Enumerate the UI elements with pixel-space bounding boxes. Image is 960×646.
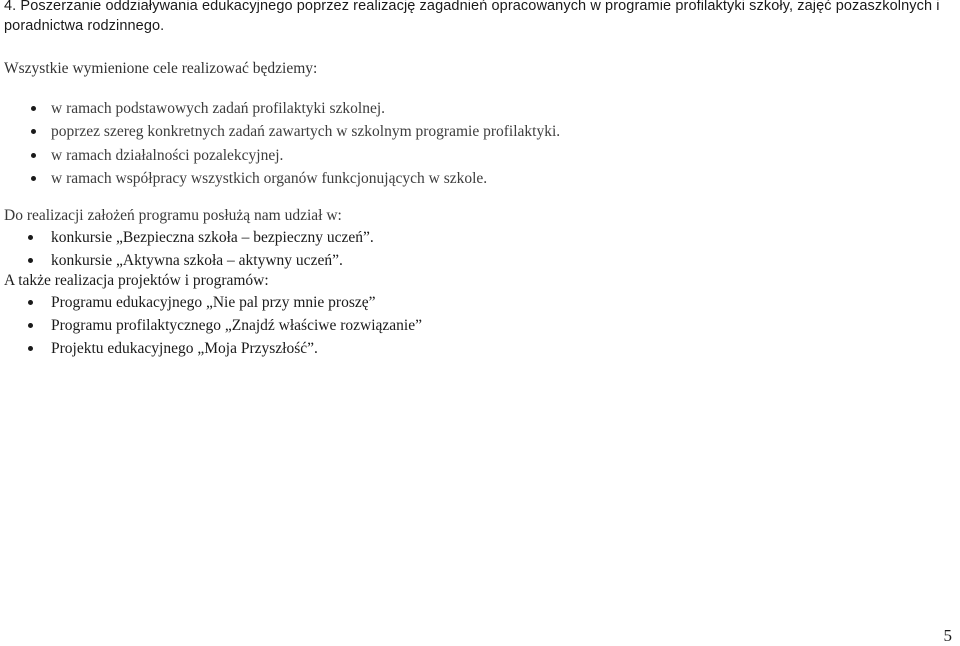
goals-lead: Wszystkie wymienione cele realizować będziemy: <box>4 60 318 77</box>
section-heading <box>4 0 940 36</box>
contests-list <box>0 226 374 272</box>
goals-list <box>0 97 560 190</box>
page-number: 5 <box>943 626 952 645</box>
section-heading-line-1: 4. Poszerzanie oddziaływania edukacyjnego poprzez realizację zagadnień opracowanych w programie profilaktyki szkoły, zajęć pozaszkolnych i <box>4 0 940 14</box>
list-item: Programu profilaktycznego „Znajdź właściwe rozwiązanie” <box>0 314 422 337</box>
contests-lead: Do realizacji założeń programu posłużą nam udział w: <box>4 207 342 224</box>
list-item: Programu edukacyjnego „Nie pal przy mnie proszę” <box>0 291 422 314</box>
section-heading-line-2: poradnictwa rodzinnego. <box>4 18 165 34</box>
list-item: w ramach działalności pozalekcyjnej. <box>0 144 560 167</box>
list-item: Projektu edukacyjnego „Moja Przyszłość”. <box>0 337 422 360</box>
list-item: konkursie „Aktywna szkoła – aktywny uczeń”. <box>0 249 374 272</box>
list-item: poprzez szereg konkretnych zadań zawartych w szkolnym programie profilaktyki. <box>0 120 560 143</box>
list-item: w ramach współpracy wszystkich organów funkcjonujących w szkole. <box>0 167 560 190</box>
list-item: w ramach podstawowych zadań profilaktyki szkolnej. <box>0 97 560 120</box>
projects-list <box>0 291 422 360</box>
projects-lead: A także realizacja projektów i programów: <box>4 272 269 289</box>
list-item: konkursie „Bezpieczna szkoła – bezpieczny uczeń”. <box>0 226 374 249</box>
